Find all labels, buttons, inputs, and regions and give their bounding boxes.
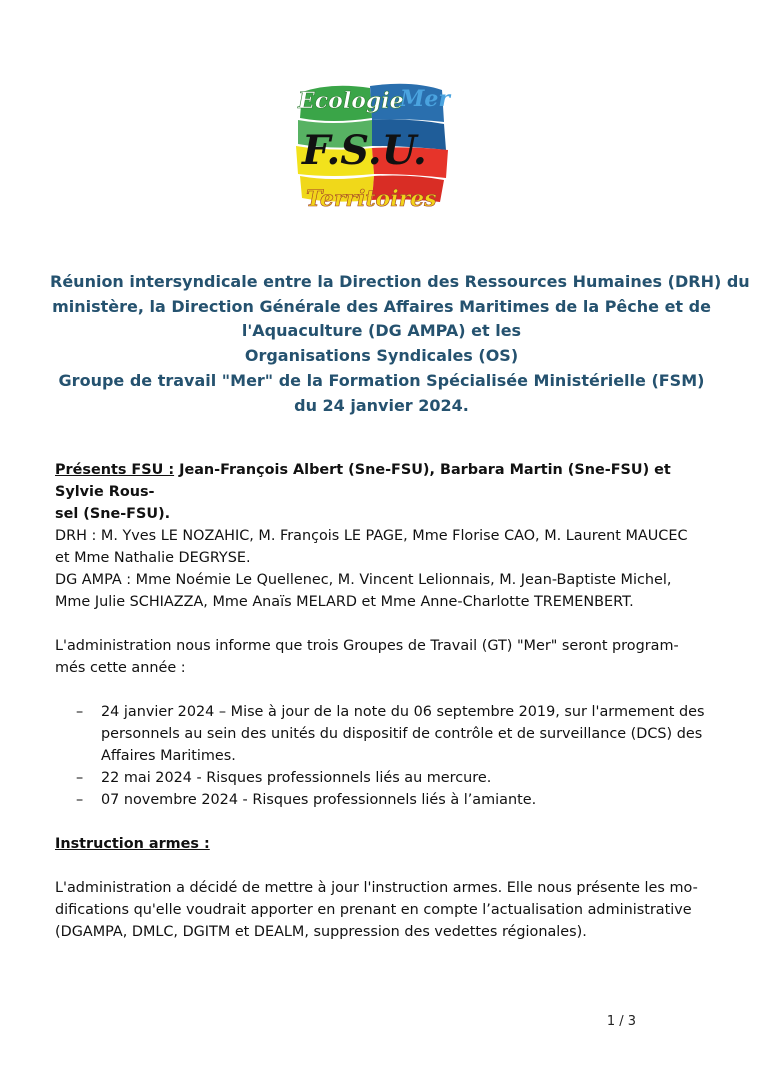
schedule-item-1-cont: Affaires Maritimes. [101,748,236,764]
section-paragraph-cont: (DGAMPA, DMLC, DGITM et DEALM, suppression des vedettes régionales). [55,924,587,940]
title-line: Groupe de travail "Mer" de la Formation Spécialisée Ministérielle (FSM) [58,370,705,390]
fsu-logo-graphic [292,78,452,218]
logo-word-territoires: Territoires [306,186,437,212]
schedule-list [55,701,710,811]
title-line: Organisations Syndicales (OS) [244,346,519,366]
schedule-item-1: 24 janvier 2024 – Mise à jour de la note du 06 septembre 2019, sur l'armement des [101,704,705,720]
attendees-fsu-names-cont: sel (Sne-FSU). [55,506,171,522]
list-item [55,767,710,789]
intro-paragraph-cont: més cette année : [55,660,186,676]
attendees-drh: DRH : M. Yves LE NOZAHIC, M. François LE PAGE, Mme Florise CAO, M. Laurent MAUCEC [55,528,688,544]
attendees-drh-cont: et Mme Nathalie DEGRYSE. [55,550,251,566]
section-paragraph-cont: difications qu'elle voudrait apporter en prenant en compte l’actualisation administrative [55,902,692,918]
logo-word-ecologie: Ecologie [298,88,404,114]
title-line: ministère, la Direction Générale des Affaires Maritimes de la Pêche et de [52,296,711,316]
list-item [55,789,710,811]
section-heading: Instruction armes : [55,836,210,852]
attendees-fsu [55,459,710,503]
schedule-item-2: 22 mai 2024 - Risques professionnels liés au mercure. [101,770,492,786]
intro-paragraph: L'administration nous informe que trois Groupes de Travail (GT) "Mer" seront program- [55,638,679,654]
title-line: Réunion intersyndicale entre la Direction des Ressources Humaines (DRH) du [50,272,750,291]
attendees-dgampa-cont: Mme Julie SCHIAZZA, Mme Anaïs MELARD et Mme Anne-Charlotte TREMENBERT. [55,594,634,610]
title-line: du 24 janvier 2024. [294,395,469,415]
attendees-dgampa: DG AMPA : Mme Noémie Le Quellenec, M. Vincent Lelionnais, M. Jean-Baptiste Michel, [55,572,672,588]
fsu-logo [292,78,452,218]
document-body [55,459,710,943]
logo-word-fsu: F.S.U. [302,127,427,174]
logo-word-mer: Mer [400,86,450,112]
schedule-item-1-cont: personnels au sein des unités du dispositif de contrôle et de surveillance (DCS) des [101,726,703,742]
list-item [55,701,710,767]
attendees-fsu-names: Jean-François Albert (Sne-FSU), Barbara Martin (Sne-FSU) et Sylvie Rous- [55,462,671,500]
section-paragraph: L'administration a décidé de mettre à jour l'instruction armes. Elle nous présente les mo- [55,880,698,896]
dash-bullet: – [76,792,84,808]
dash-bullet: – [76,704,84,720]
dash-bullet: – [76,770,84,786]
title-line: l'Aquaculture (DG AMPA) et les [241,321,522,341]
attendees-fsu-label: Présents FSU : [55,462,175,478]
document-title [50,270,750,418]
schedule-item-3: 07 novembre 2024 - Risques professionnels liés à l’amiante. [101,792,537,808]
page-number: 1 / 3 [606,1014,636,1029]
